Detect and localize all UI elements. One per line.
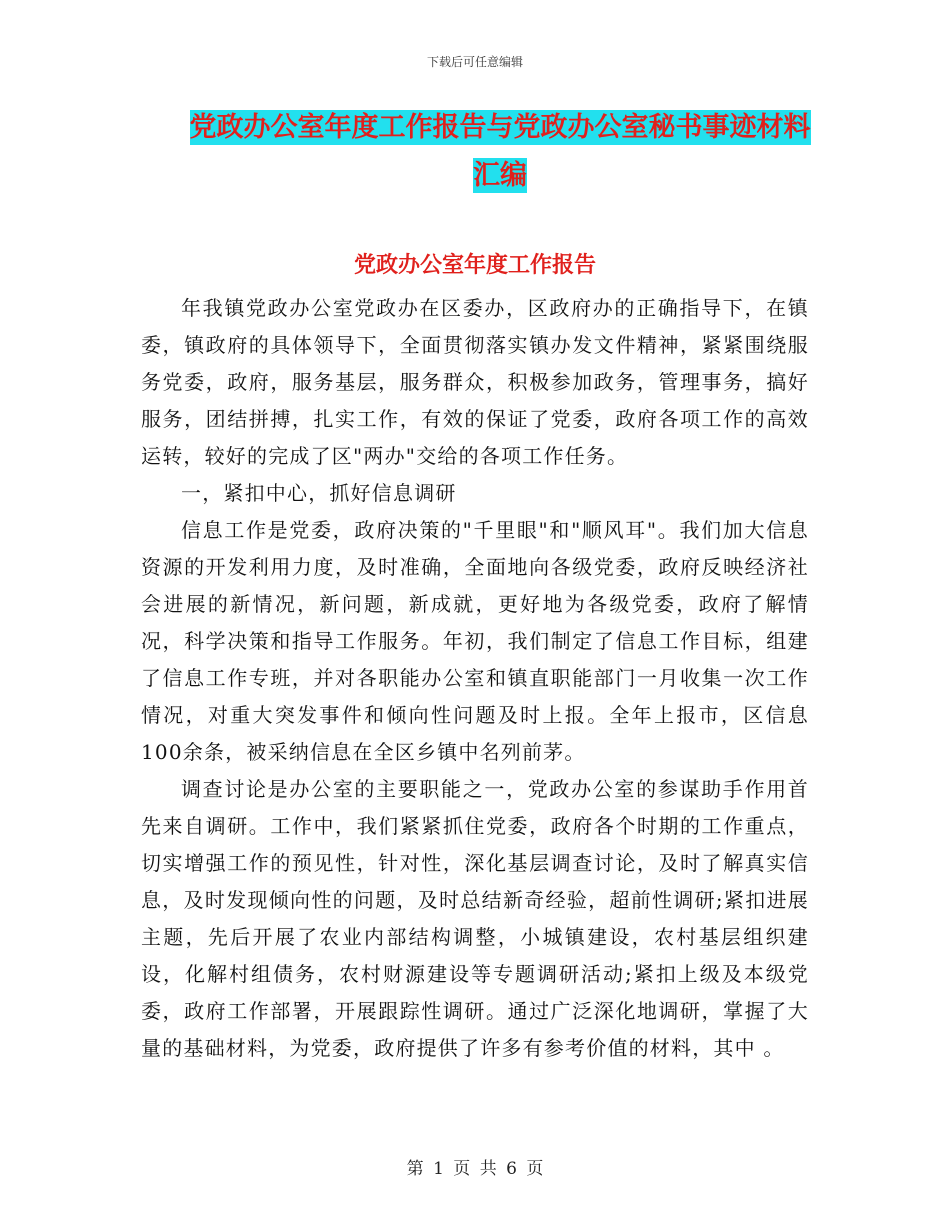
paragraph: 调查讨论是办公室的主要职能之一，党政办公室的参谋助手作用首先来自调研。工作中，我们紧紧抓住党委，政府各个时期的工作重点，切实增强工作的预见性，针对性，深化基层调查讨论，及时了解真实信息，及时发现倾向性的问题，及时总结新奇经验，超前性调研;紧扣进展主题，先后开展了农业内部结构调整，小城镇建设，农村基层组织建设，化解村组债务，农村财源建设等专题调研活动;紧扣上级及本级党委，政府工作部署，开展跟踪性调研。通过广泛深化地调研，掌握了大量的基础材料，为党委，政府提供了许多有参考价值的材料，其中 。: [141, 777, 809, 1060]
title-line-1: 党政办公室年度工作报告与党政办公室秘书事迹材料: [189, 112, 811, 143]
paragraph: 年我镇党政办公室党政办在区委办，区政府办的正确指导下，在镇委，镇政府的具体领导下，全面贯彻落实镇办发文件精神，紧紧围绕服务党委，政府，服务基层，服务群众，积极参加政务，管理事务，搞好服务，团结拼搏，扎实工作，有效的保证了党委，政府各项工作的高效运转，较好的完成了区"两办"交给的各项工作任务。: [141, 296, 809, 468]
header-note: 下载后可任意编辑: [426, 55, 523, 69]
subheading: 一，紧扣中心，抓好信息调研: [181, 481, 457, 505]
title-line-2: 汇编: [473, 160, 527, 191]
document-title: [140, 104, 860, 200]
body-text: [141, 290, 809, 1067]
section-heading: 党政办公室年度工作报告: [353, 252, 596, 278]
page-number-footer: 第 1 页 共 6 页: [406, 1159, 544, 1179]
paragraph: 信息工作是党委，政府决策的"千里眼"和"顺风耳"。我们加大信息资源的开发利用力度，及时准确，全面地向各级党委，政府反映经济社会进展的新情况，新问题，新成就，更好地为各级党委，政府了解情况，科学决策和指导工作服务。年初，我们制定了信息工作目标，组建了信息工作专班，并对各职能办公室和镇直职能部门一月收集一次工作情况，对重大突发事件和倾向性问题及时上报。全年上报市，区信息100余条，被采纳信息在全区乡镇中名列前茅。: [141, 518, 809, 764]
